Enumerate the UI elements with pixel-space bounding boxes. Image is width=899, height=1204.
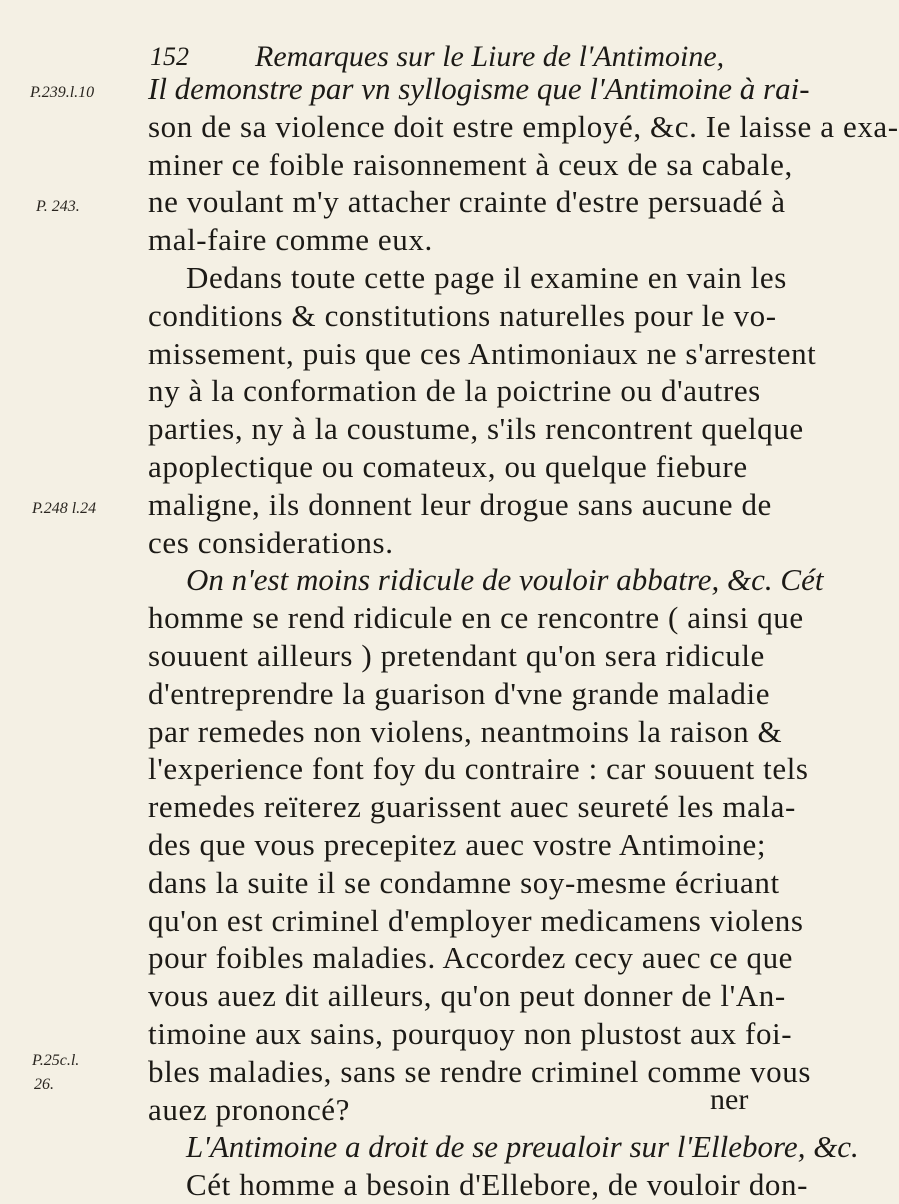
text-line: missement, puis que ces Antimoniaux ne s'arrestent xyxy=(148,335,817,371)
text-line: L'Antimoine a droit de se preualoir sur l'Ellebore, &c. xyxy=(186,1129,859,1165)
margin-reference: P. 243. xyxy=(36,198,80,215)
text-line: d'entreprendre la guarison d'vne grande maladie xyxy=(148,675,771,711)
text-line: pour foibles maladies. Accordez cecy auec ce que xyxy=(148,940,794,976)
text-line: ne voulant m'y attacher crainte d'estre persuadé à xyxy=(148,184,786,220)
text-line: remedes reïterez guarissent auec seureté les mala- xyxy=(148,789,796,825)
margin-reference: 26. xyxy=(34,1076,54,1093)
text-line: des que vous precepitez auec vostre Antimoine; xyxy=(148,826,767,862)
text-line: vous auez dit ailleurs, qu'on peut donner de l'An- xyxy=(148,978,786,1014)
text-line: auez prononcé? xyxy=(148,1091,351,1127)
running-title: Remarques sur le Liure de l'Antimoine, xyxy=(255,40,725,73)
text-line: ny à la conformation de la poictrine ou d'autres xyxy=(148,373,761,409)
text-line: miner ce foible raisonnement à ceux de sa cabale, xyxy=(148,146,793,182)
margin-reference: P.25c.l. xyxy=(32,1052,80,1069)
catchword: ner xyxy=(710,1083,749,1116)
text-line: parties, ny à la coustume, s'ils rencontrent quelque xyxy=(148,411,804,447)
text-line: dans la suite il se condamne soy-mesme écriuant xyxy=(148,864,780,900)
text-line: son de sa violence doit estre employé, &c. Ie laisse a exa- xyxy=(148,108,899,144)
text-line: mal-faire comme eux. xyxy=(148,222,433,258)
text-line: apoplectique ou comateux, ou quelque fiebure xyxy=(148,448,748,484)
text-line: Il demonstre par vn syllogisme que l'Antimoine à rai- xyxy=(148,71,810,106)
margin-reference: P.248 l.24 xyxy=(32,500,97,517)
text-line: Cét homme a besoin d'Ellebore, de vouloir don- xyxy=(186,1167,809,1203)
text-line: par remedes non violens, neantmoins la raison & xyxy=(148,713,783,749)
text-line: maligne, ils donnent leur drogue sans aucune de xyxy=(148,486,772,522)
text-line: bles maladies, sans se rendre criminel comme vous xyxy=(148,1053,811,1089)
text-line: timoine aux sains, pourquoy non plustost aux foi- xyxy=(148,1015,793,1051)
margin-reference: P.239.l.10 xyxy=(30,84,95,101)
text-line: conditions & constitutions naturelles pour le vo- xyxy=(148,297,777,333)
text-line: On n'est moins ridicule de vouloir abbatre, &c. Cét xyxy=(186,562,824,598)
text-line: qu'on est criminel d'employer medicamens violens xyxy=(148,902,804,938)
text-line: souuent ailleurs ) pretendant qu'on sera ridicule xyxy=(148,637,765,673)
text-line: ces considerations. xyxy=(148,524,394,560)
text-line: homme se rend ridicule en ce rencontre ( ainsi que xyxy=(148,600,804,636)
page-number: 152 xyxy=(150,42,189,71)
text-line: l'experience font foy du contraire : car souuent tels xyxy=(148,751,809,787)
text-line: Dedans toute cette page il examine en vain les xyxy=(186,259,787,295)
body-text xyxy=(148,70,899,1204)
